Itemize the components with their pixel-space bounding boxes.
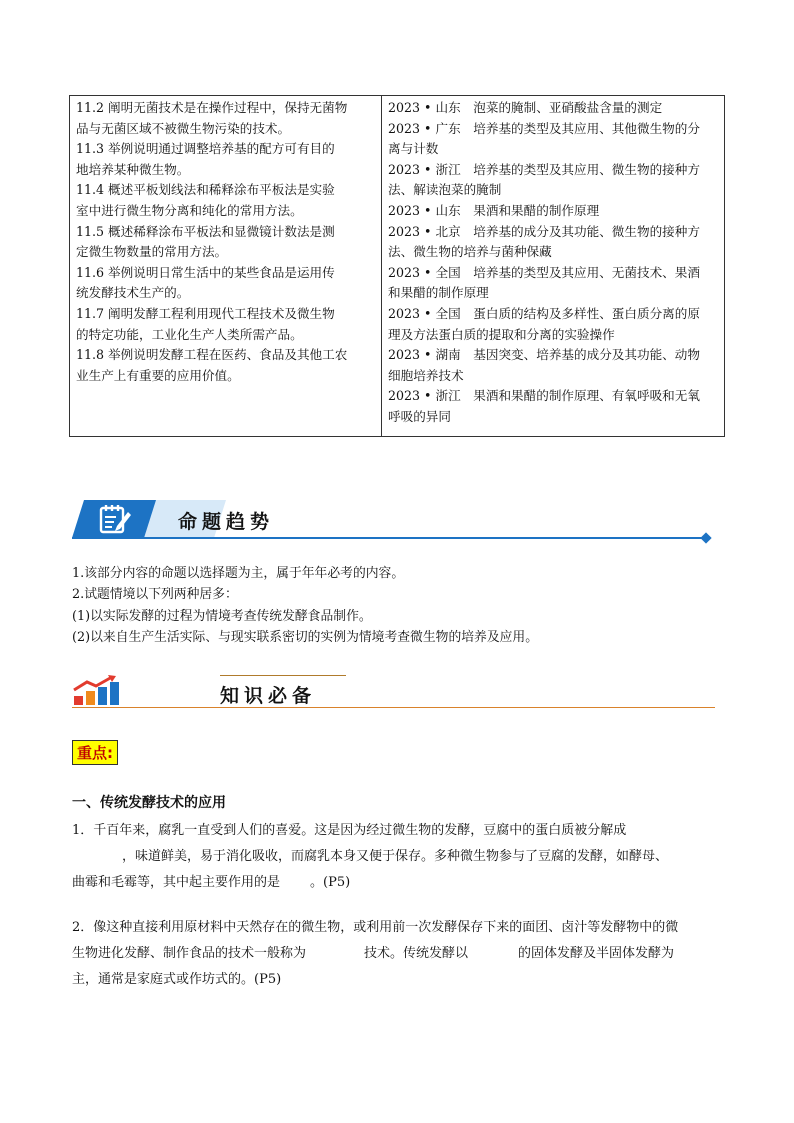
table-cell-line: 的特定功能，工业化生产人类所需产品。 <box>76 326 303 342</box>
section-banner-trend <box>72 500 712 544</box>
list-item: 1.该部分内容的命题以选择题为主，属于年年必考的内容。 <box>72 566 405 581</box>
table-cell-line: 室中进行微生物分离和纯化的常用方法。 <box>76 202 303 218</box>
section-banner-knowledge <box>72 670 717 712</box>
curriculum-table <box>69 95 725 437</box>
paragraph-2 <box>72 915 732 993</box>
banner-rule <box>72 537 708 539</box>
table-cell-line: 11.2 阐明无菌技术是在操作过程中，保持无菌物 <box>76 100 348 115</box>
table-cell-line: 11.5 概述稀释涂布平板法和显微镜计数法是测 <box>76 223 335 239</box>
standards-cell <box>70 96 382 437</box>
list-item: (2)以来自生产生活实际、与现实联系密切的实例为情境考查微生物的培养及应用。 <box>72 630 539 646</box>
table-cell-line: 和果醋的制作原理 <box>388 285 489 301</box>
table-cell-line: 细胞培养技术 <box>388 367 464 383</box>
paragraph-line: 2．像这种直接利用原材料中天然存在的微生物，或利用前一次发酵保存下来的面团、卤汁等发酵物中的微 <box>72 920 679 935</box>
paragraph-line <box>72 844 732 870</box>
list-item: 2.试题情境以下列两种居多： <box>72 587 238 603</box>
table-cell-line: 离与计数 <box>388 141 439 157</box>
table-cell-line: 2023 • 全国 蛋白质的结构及多样性、蛋白质分离的原 <box>388 305 700 321</box>
paragraph-line: 1．千百年来，腐乳一直受到人们的喜爱。这是因为经过微生物的发酵，豆腐中的蛋白质被分解成 <box>72 823 627 838</box>
paragraph-text: 的固体发酵及半固体发酵为 <box>518 946 675 961</box>
banner-top-line <box>220 675 346 676</box>
table-cell-line: 2023 • 浙江 培养基的类型及其应用、微生物的接种方 <box>388 161 700 177</box>
paragraph-1 <box>72 818 732 896</box>
paragraph-text: 曲霉和毛霉等，其中起主要作用的是 <box>72 875 281 890</box>
exam-history-cell <box>382 96 725 437</box>
table-cell-line: 11.8 举例说明发酵工程在医药、食品及其他工农 <box>76 347 348 363</box>
table-cell-line: 业生产上有重要的应用价值。 <box>76 367 240 383</box>
table-cell-line: 2023 • 全国 培养基的类型及其应用、无菌技术、果酒 <box>388 264 700 280</box>
table-cell-line: 统发酵技术生产的。 <box>76 285 190 301</box>
table-cell-line: 2023 • 浙江 果酒和果醋的制作原理、有氧呼吸和无氧 <box>388 388 700 404</box>
heading-traditional-fermentation: 一、传统发酵技术的应用 <box>72 795 226 811</box>
table-cell-line: 呼吸的异同 <box>388 408 451 424</box>
table-cell-line: 11.7 阐明发酵工程利用现代工程技术及微生物 <box>76 305 335 321</box>
table-cell-line: 2023 • 广东 培养基的类型及其应用、其他微生物的分 <box>388 120 700 136</box>
table-cell-line: 地培养某种微生物。 <box>76 161 190 177</box>
paragraph-line <box>72 941 732 967</box>
table-cell-line: 11.3 举例说明通过调整培养基的配方可有目的 <box>76 141 335 157</box>
table-cell-line: 法、解读泡菜的腌制 <box>388 182 502 198</box>
table-cell-line: 2023 • 北京 培养基的成分及其功能、微生物的接种方 <box>388 223 700 239</box>
trend-list <box>72 563 732 649</box>
table-cell-line: 定微生物数量的常用方法。 <box>76 244 228 260</box>
paragraph-line: 主，通常是家庭式或作坊式的。(P5) <box>72 972 282 987</box>
table-cell-line: 法、微生物的培养与菌种保藏 <box>388 244 552 260</box>
paragraph-line <box>72 870 732 896</box>
paragraph-text: 。(P5) <box>310 875 351 890</box>
table-cell-line: 11.6 举例说明日常生活中的某些食品是运用传 <box>76 264 335 280</box>
banner-rule-end <box>700 532 711 543</box>
table-row <box>70 96 725 437</box>
keypoint-label: 重点: <box>72 740 118 765</box>
table-cell-line: 2023 • 山东 果酒和果醋的制作原理 <box>388 202 600 218</box>
growth-chart-icon <box>72 674 128 706</box>
section-title-knowledge: 知识必备 <box>220 685 317 707</box>
paragraph-text: ，味道鲜美，易于消化吸收，而腐乳本身又便于保存。多种微生物参与了豆腐的发酵，如酵母、 <box>122 849 669 864</box>
table-cell-line: 理及方法蛋白质的提取和分离的实验操作 <box>388 326 615 342</box>
section-title-trend: 命题趋势 <box>178 511 275 533</box>
table-cell-line: 2023 • 山东 泡菜的腌制、亚硝酸盐含量的测定 <box>388 100 663 115</box>
list-item: (1)以实际发酵的过程为情境考查传统发酵食品制作。 <box>72 608 372 624</box>
table-cell-line: 2023 • 湖南 基因突变、培养基的成分及其功能、动物 <box>388 347 700 363</box>
banner-rule <box>72 707 715 708</box>
notepad-pencil-icon <box>98 504 132 534</box>
table-cell-line: 11.4 概述平板划线法和稀释涂布平板法是实验 <box>76 182 335 198</box>
table-cell-line: 品与无菌区域不被微生物污染的技术。 <box>76 120 291 136</box>
paragraph-text: 技术。传统发酵以 <box>364 946 469 961</box>
paragraph-text: 生物进化发酵、制作食品的技术一般称为 <box>72 946 307 961</box>
